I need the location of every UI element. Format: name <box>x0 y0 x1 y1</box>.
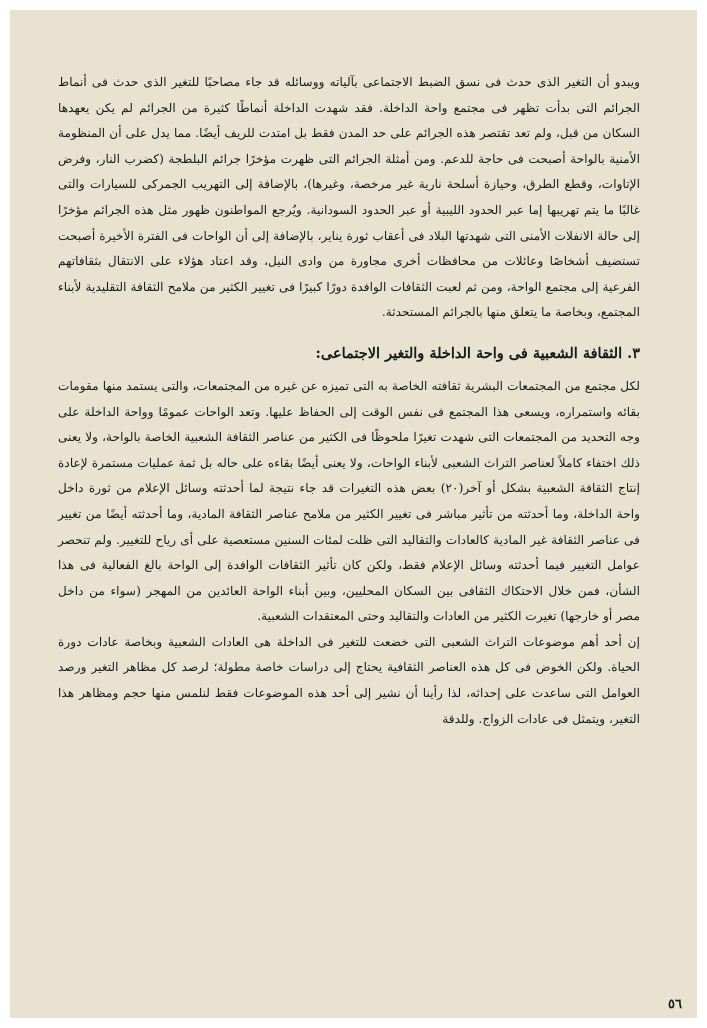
page-number: ٥٦ <box>668 997 682 1012</box>
paragraph-crime-changes: ويبدو أن التغير الذى حدث فى نسق الضبط الاجتماعى بآلياته ووسائله قد جاء مصاحبًا للتغير الذى حدث فى أنماط الجرائم التى بدأت تظهر فى مجتمع واحة الداخلة. فقد شهدت الداخلة أنماطًا كثيرة من الجرائم لم يكن يعهدها السكان من قبل، ولم تعد تقتصر هذه الجرائم على حد المدن فقط بل امتدت للريف أيضًا. مما يدل على أن المنظومة الأمنية بالواحة أصبحت فى حاجة للدعم. ومن أمثلة الجرائم التى ظهرت مؤخرًا جرائم البلطجة (كضرب النار، وفرض الإتاوات، وقطع الطرق، وحيازة أسلحة نارية غير مرخصة، وغيرها)، بالإضافة إلى التهريب الجمركى للسيارات والتى غالبًا ما يتم تهريبها إما عبر الحدود الليبية أو عبر الحدود السودانية. ويُرجع المواطنون ظهور مثل هذه الجرائم مؤخرًا إلى حالة الانفلات الأمنى التى شهدتها البلاد فى أعقاب ثورة يناير، بالإضافة إلى أن الواحات فى الفترة الأخيرة أصبحت تستضيف أشخاصًا وعائلات من محافظات أخرى مجاورة من وادى النيل، وقد اعتاد هؤلاء على الانتقال بثقافاتهم الفرعية إلى مجتمع الواحة، ومن ثم لعبت الثقافات الوافدة دورًا كبيرًا فى تغيير الكثير من ملامح الثقافة التقليدية لأبناء المجتمع، وبخاصة ما يتعلق منها بالجرائم المستحدثة. <box>58 75 640 320</box>
page-content <box>58 70 640 732</box>
book-page <box>10 10 697 1018</box>
paragraph-life-cycle-customs: إن أحد أهم موضوعات التراث الشعبى التى خضعت للتغير فى الداخلة هى العادات الشعبية وبخاصة عادات دورة الحياة. ولكن الخوض فى كل هذه العناصر الثقافية يحتاج إلى دراسات خاصة مطولة؛ لرصد كل مظاهر التغير ورصد العوامل التى ساعدت على إحداثه، لذا رأينا أن نشير إلى أحد هذه الموضوعات فقط لنلمس منها حجم ومظاهر هذا التغير، ويتمثل فى عادات الزواج. وللدقة <box>58 634 640 726</box>
paragraph-folk-culture: لكل مجتمع من المجتمعات البشرية ثقافته الخاصة به التى تميزه عن غيره من المجتمعات، والتى يستمد منها مقومات بقائه واستمراره، ويسعى هذا المجتمع فى نفس الوقت إلى الحفاظ عليها. وتعد الواحات عمومًا وواحة الداخلة على وجه التحديد من المجتمعات التى شهدت تغيرًا ملحوظًا فى الكثير من عناصر الثقافة الشعبية الخاصة بالواحة، ولا يعنى ذلك اختفاء كاملاً لعناصر التراث الشعبى لأبناء الواحات، ولا يعنى أيضًا بقاءه على حاله بل ثمة عمليات مستمرة لإعادة إنتاج الثقافة الشعبية بشكل أو آخر(٢٠) بعض هذه التغيرات قد جاء نتيجة لما أحدثته وسائل الإعلام من ثورة داخل واحة الداخلة، وما أحدثته من تأثير مباشر فى تغيير الكثير من ملامح عناصر الثقافة المادية، وما أحدثته أيضًا من تغيير فى عناصر الثقافة غير المادية كالعادات والتقاليد التى ظلت لمئات السنين مستعصية على أى رياح للتغيير. ولم تنحصر عوامل التغيير فيما أحدثته وسائل الإعلام فقط، ولكن كان تأثير الثقافات الوافدة إلى الواحة بالغ الفعالية فى هذا الشأن، فمن خلال الاحتكاك الثقافى بين السكان المحليين، وبين أبناء الواحة العائدين من المهجر (سواء من داخل مصر أو خارجها) تغيرت الكثير من العادات والتقاليد وحتى المعتقدات الشعبية. <box>58 378 640 624</box>
section-heading: ٣. الثقافة الشعبية فى واحة الداخلة والتغير الاجتماعى: <box>315 344 640 362</box>
